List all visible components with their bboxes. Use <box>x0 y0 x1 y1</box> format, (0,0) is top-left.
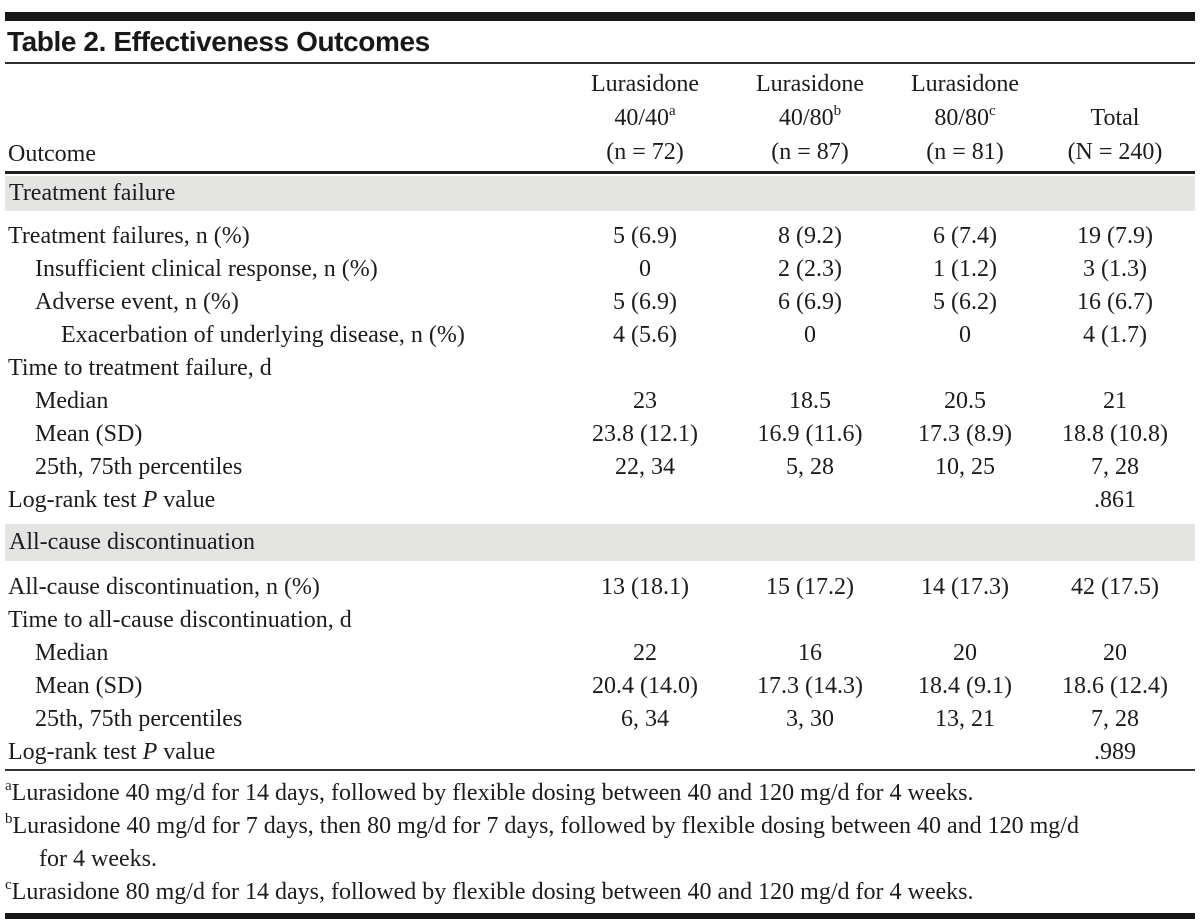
value-cell <box>730 604 890 637</box>
value-cell: 7, 28 <box>1091 706 1139 732</box>
value-cell: 13 (18.1) <box>601 574 689 600</box>
value-cell: 6, 34 <box>621 706 669 732</box>
value-cell: 17.3 (8.9) <box>918 421 1012 447</box>
value-cell: 20 <box>953 640 977 666</box>
value-cell: .989 <box>1094 739 1136 765</box>
table-row <box>5 319 1195 352</box>
value-cell: 18.4 (9.1) <box>918 673 1012 699</box>
table-row <box>5 670 1195 703</box>
value-cell: 18.6 (12.4) <box>1062 673 1168 699</box>
table-row <box>5 736 1195 769</box>
column-header-n: (N = 240) <box>1067 139 1163 165</box>
outcome-cell: Time to treatment failure, d <box>8 355 272 381</box>
footnote-text: Lurasidone 40 mg/d for 7 days, then 80 mg/d for 7 days, followed by flexible dosing between 40 and 120 mg/d for 4 weeks. <box>12 813 1079 872</box>
value-cell: 0 <box>639 256 651 282</box>
footnotes <box>5 771 1195 911</box>
value-cell <box>730 736 890 769</box>
table-row <box>5 703 1195 736</box>
footnote-marker: b <box>5 811 13 827</box>
value-cell: 22 <box>633 640 657 666</box>
footnote-marker: c <box>5 877 12 893</box>
value-cell: 0 <box>959 322 971 348</box>
table-row <box>5 418 1195 451</box>
outcome-text-italic: P <box>142 739 158 765</box>
value-cell: 23.8 (12.1) <box>592 421 698 447</box>
dose-text: 40/80 <box>778 105 834 131</box>
value-cell <box>560 352 730 385</box>
value-cell: 7, 28 <box>1091 454 1139 480</box>
table-row <box>5 385 1195 418</box>
column-header-drug: Lurasidone <box>911 71 1019 97</box>
column-header-n: (n = 87) <box>771 139 849 165</box>
table-row <box>5 220 1195 253</box>
column-header-drug: Lurasidone <box>756 71 864 97</box>
outcome-cell: Mean (SD) <box>35 421 143 447</box>
value-cell: 3 (1.3) <box>1083 256 1147 282</box>
column-header-drug: Lurasidone <box>591 71 699 97</box>
table-row <box>5 571 1195 604</box>
footnote-marker: a <box>5 778 12 794</box>
value-cell: 3, 30 <box>786 706 834 732</box>
value-cell <box>560 604 730 637</box>
value-cell: 20.4 (14.0) <box>592 673 698 699</box>
section-row-treatment-failure: Treatment failure <box>5 176 1195 211</box>
value-cell: 4 (5.6) <box>613 322 677 348</box>
outcome-cell: 25th, 75th percentiles <box>35 706 243 732</box>
outcome-text: Log-rank test <box>8 487 143 513</box>
column-header-dose <box>1040 101 1190 135</box>
table-row <box>5 352 1195 385</box>
dose-text: Total <box>1090 105 1140 131</box>
footnote-marker: b <box>833 103 842 119</box>
value-cell <box>890 736 1040 769</box>
value-cell: 16 <box>798 640 822 666</box>
column-group-header-40-40 <box>560 67 730 171</box>
outcome-cell: Exacerbation of underlying disease, n (%) <box>61 322 465 348</box>
value-cell: 19 (7.9) <box>1077 223 1153 249</box>
value-cell: 2 (2.3) <box>778 256 842 282</box>
column-group-header-80-80 <box>890 67 1040 171</box>
column-group-header-total <box>1040 67 1190 171</box>
column-header-drug <box>1040 67 1190 101</box>
value-cell <box>890 604 1040 637</box>
value-cell <box>730 484 890 517</box>
top-rule <box>5 12 1195 21</box>
footnote-text: Lurasidone 40 mg/d for 14 days, followed by flexible dosing between 40 and 120 mg/d for 4 weeks. <box>11 780 974 806</box>
value-cell <box>730 352 890 385</box>
column-header-n: (n = 72) <box>606 139 684 165</box>
value-cell: 16.9 (11.6) <box>757 421 863 447</box>
value-cell: 20 <box>1103 640 1127 666</box>
value-cell: 10, 25 <box>935 454 995 480</box>
column-group-header-40-80 <box>730 67 890 171</box>
value-cell: 42 (17.5) <box>1071 574 1159 600</box>
value-cell <box>560 484 730 517</box>
value-cell: 15 (17.2) <box>766 574 854 600</box>
value-cell: 20.5 <box>944 388 986 414</box>
value-cell: 6 (7.4) <box>933 223 997 249</box>
bottom-rule <box>5 913 1195 919</box>
table-row <box>5 253 1195 286</box>
table-row <box>5 637 1195 670</box>
value-cell: 18.5 <box>789 388 831 414</box>
column-header-n: (n = 81) <box>926 139 1004 165</box>
table-row <box>5 604 1195 637</box>
value-cell: 8 (9.2) <box>778 223 842 249</box>
value-cell: 16 (6.7) <box>1077 289 1153 315</box>
value-cell: 0 <box>804 322 816 348</box>
footnote-a <box>5 777 1195 810</box>
footnote-marker: c <box>989 103 996 119</box>
outcome-cell: Median <box>35 388 109 414</box>
value-cell: 5 (6.9) <box>613 289 677 315</box>
value-cell: .861 <box>1094 487 1136 513</box>
column-header-row <box>5 64 1195 171</box>
outcome-cell <box>5 736 560 769</box>
value-cell: 22, 34 <box>615 454 675 480</box>
outcome-cell: Mean (SD) <box>35 673 143 699</box>
dose-text: 80/80 <box>934 105 989 131</box>
outcome-text: value <box>157 487 216 513</box>
outcome-cell: Adverse event, n (%) <box>35 289 239 315</box>
outcome-column-header: Outcome <box>8 141 96 167</box>
footnote-marker: a <box>669 103 676 119</box>
table-row <box>5 484 1195 517</box>
footnote-c <box>5 876 1195 909</box>
table-title: Table 2. Effectiveness Outcomes <box>7 26 430 57</box>
outcome-cell: Median <box>35 640 109 666</box>
value-cell: 18.8 (10.8) <box>1062 421 1168 447</box>
table-row <box>5 286 1195 319</box>
outcome-cell: Insufficient clinical response, n (%) <box>35 256 378 282</box>
value-cell: 14 (17.3) <box>921 574 1009 600</box>
outcome-cell: 25th, 75th percentiles <box>35 454 243 480</box>
section-row-all-cause-discontinuation: All-cause discontinuation <box>5 524 1195 561</box>
value-cell: 13, 21 <box>935 706 995 732</box>
value-cell: 5 (6.2) <box>933 289 997 315</box>
value-cell: 4 (1.7) <box>1083 322 1147 348</box>
value-cell: 5 (6.9) <box>613 223 677 249</box>
value-cell <box>1040 352 1190 385</box>
value-cell <box>890 484 1040 517</box>
footnote-text: Lurasidone 80 mg/d for 14 days, followed by flexible dosing between 40 and 120 mg/d for 4 weeks. <box>11 879 974 905</box>
outcome-cell <box>5 484 560 517</box>
value-cell: 17.3 (14.3) <box>757 673 863 699</box>
value-cell <box>560 736 730 769</box>
column-header-dose <box>730 101 890 135</box>
footnote-b <box>5 810 1104 876</box>
value-cell: 1 (1.2) <box>933 256 997 282</box>
column-header-dose <box>890 101 1040 135</box>
dose-text: 40/40 <box>614 105 669 131</box>
value-cell: 21 <box>1103 388 1127 414</box>
outcome-text-italic: P <box>142 487 158 513</box>
header-rule <box>5 171 1195 174</box>
outcome-text: value <box>157 739 216 765</box>
outcome-cell: Treatment failures, n (%) <box>8 223 250 249</box>
value-cell: 6 (6.9) <box>778 289 842 315</box>
outcome-cell: All-cause discontinuation, n (%) <box>8 574 320 600</box>
column-header-dose <box>560 101 730 135</box>
table-row <box>5 451 1195 484</box>
outcome-text: Log-rank test <box>8 739 143 765</box>
value-cell: 23 <box>633 388 657 414</box>
value-cell <box>890 352 1040 385</box>
value-cell <box>1040 604 1190 637</box>
value-cell: 5, 28 <box>786 454 834 480</box>
outcome-cell: Time to all-cause discontinuation, d <box>8 607 352 633</box>
